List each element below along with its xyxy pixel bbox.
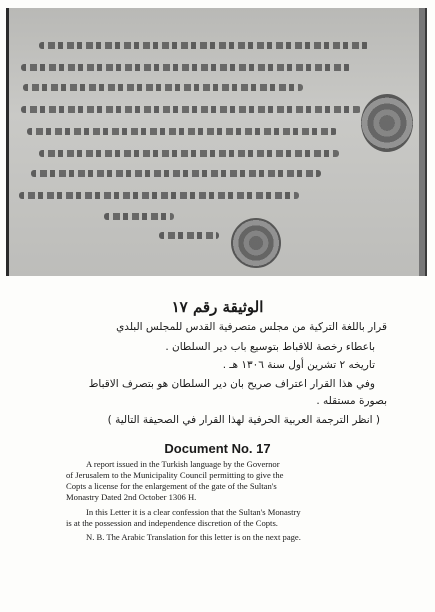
seal-stamp — [361, 94, 413, 152]
handwriting-line — [31, 170, 321, 177]
handwriting-line — [19, 192, 299, 199]
english-text-line: is at the possession and independence discretion of the Copts. — [66, 518, 278, 528]
seal-stamp — [231, 218, 281, 268]
arabic-line: بصورة مستقله . — [316, 395, 387, 407]
handwriting-line — [21, 106, 361, 113]
english-text-line: Monastry Dated 2nd October 1306 H. — [66, 492, 197, 502]
scanned-turkish-letter-image — [6, 8, 427, 276]
english-text-line: Copts a license for the enlargement of the gate of the Sultan's — [66, 481, 277, 491]
handwriting-line — [23, 84, 303, 91]
handwriting-line — [104, 213, 174, 220]
arabic-line: تاريخه ٢ تشرين أول سنة ١٣٠٦ هـ . — [222, 359, 375, 371]
handwriting-line — [21, 64, 351, 71]
scan-edge — [419, 8, 425, 276]
handwriting-line — [39, 42, 369, 49]
handwriting-line — [27, 128, 337, 135]
arabic-document-heading: الوثيقة رقم ١٧ — [171, 298, 264, 316]
english-text-line: of Jerusalem to the Municipality Council permitting to give the — [66, 470, 284, 480]
arabic-line: قرار باللغة التركية من مجلس متصرفية القدس للمجلس البلدي — [116, 321, 387, 333]
english-text-line: In this Letter it is a clear confession that the Sultan's Monastry — [86, 507, 301, 517]
arabic-line: وفي هذا القرار اعتراف صريح بان دير السلطان هو بتصرف الاقباط — [88, 378, 375, 390]
english-text-line: A report issued in the Turkish language by the Governor — [86, 459, 280, 469]
handwriting-line — [159, 232, 219, 239]
handwriting-line — [39, 150, 339, 157]
english-document-title: Document No. 17 — [164, 441, 271, 456]
arabic-line: ( انظر الترجمة العربية الحرفية لهذا القرار في الصحيفة التالية ) — [107, 414, 380, 426]
arabic-line: باعطاء رخصة للاقباط بتوسيع باب دير السلطان . — [165, 341, 375, 353]
english-text-line: N. B. The Arabic Translation for this letter is on the next page. — [86, 532, 301, 542]
